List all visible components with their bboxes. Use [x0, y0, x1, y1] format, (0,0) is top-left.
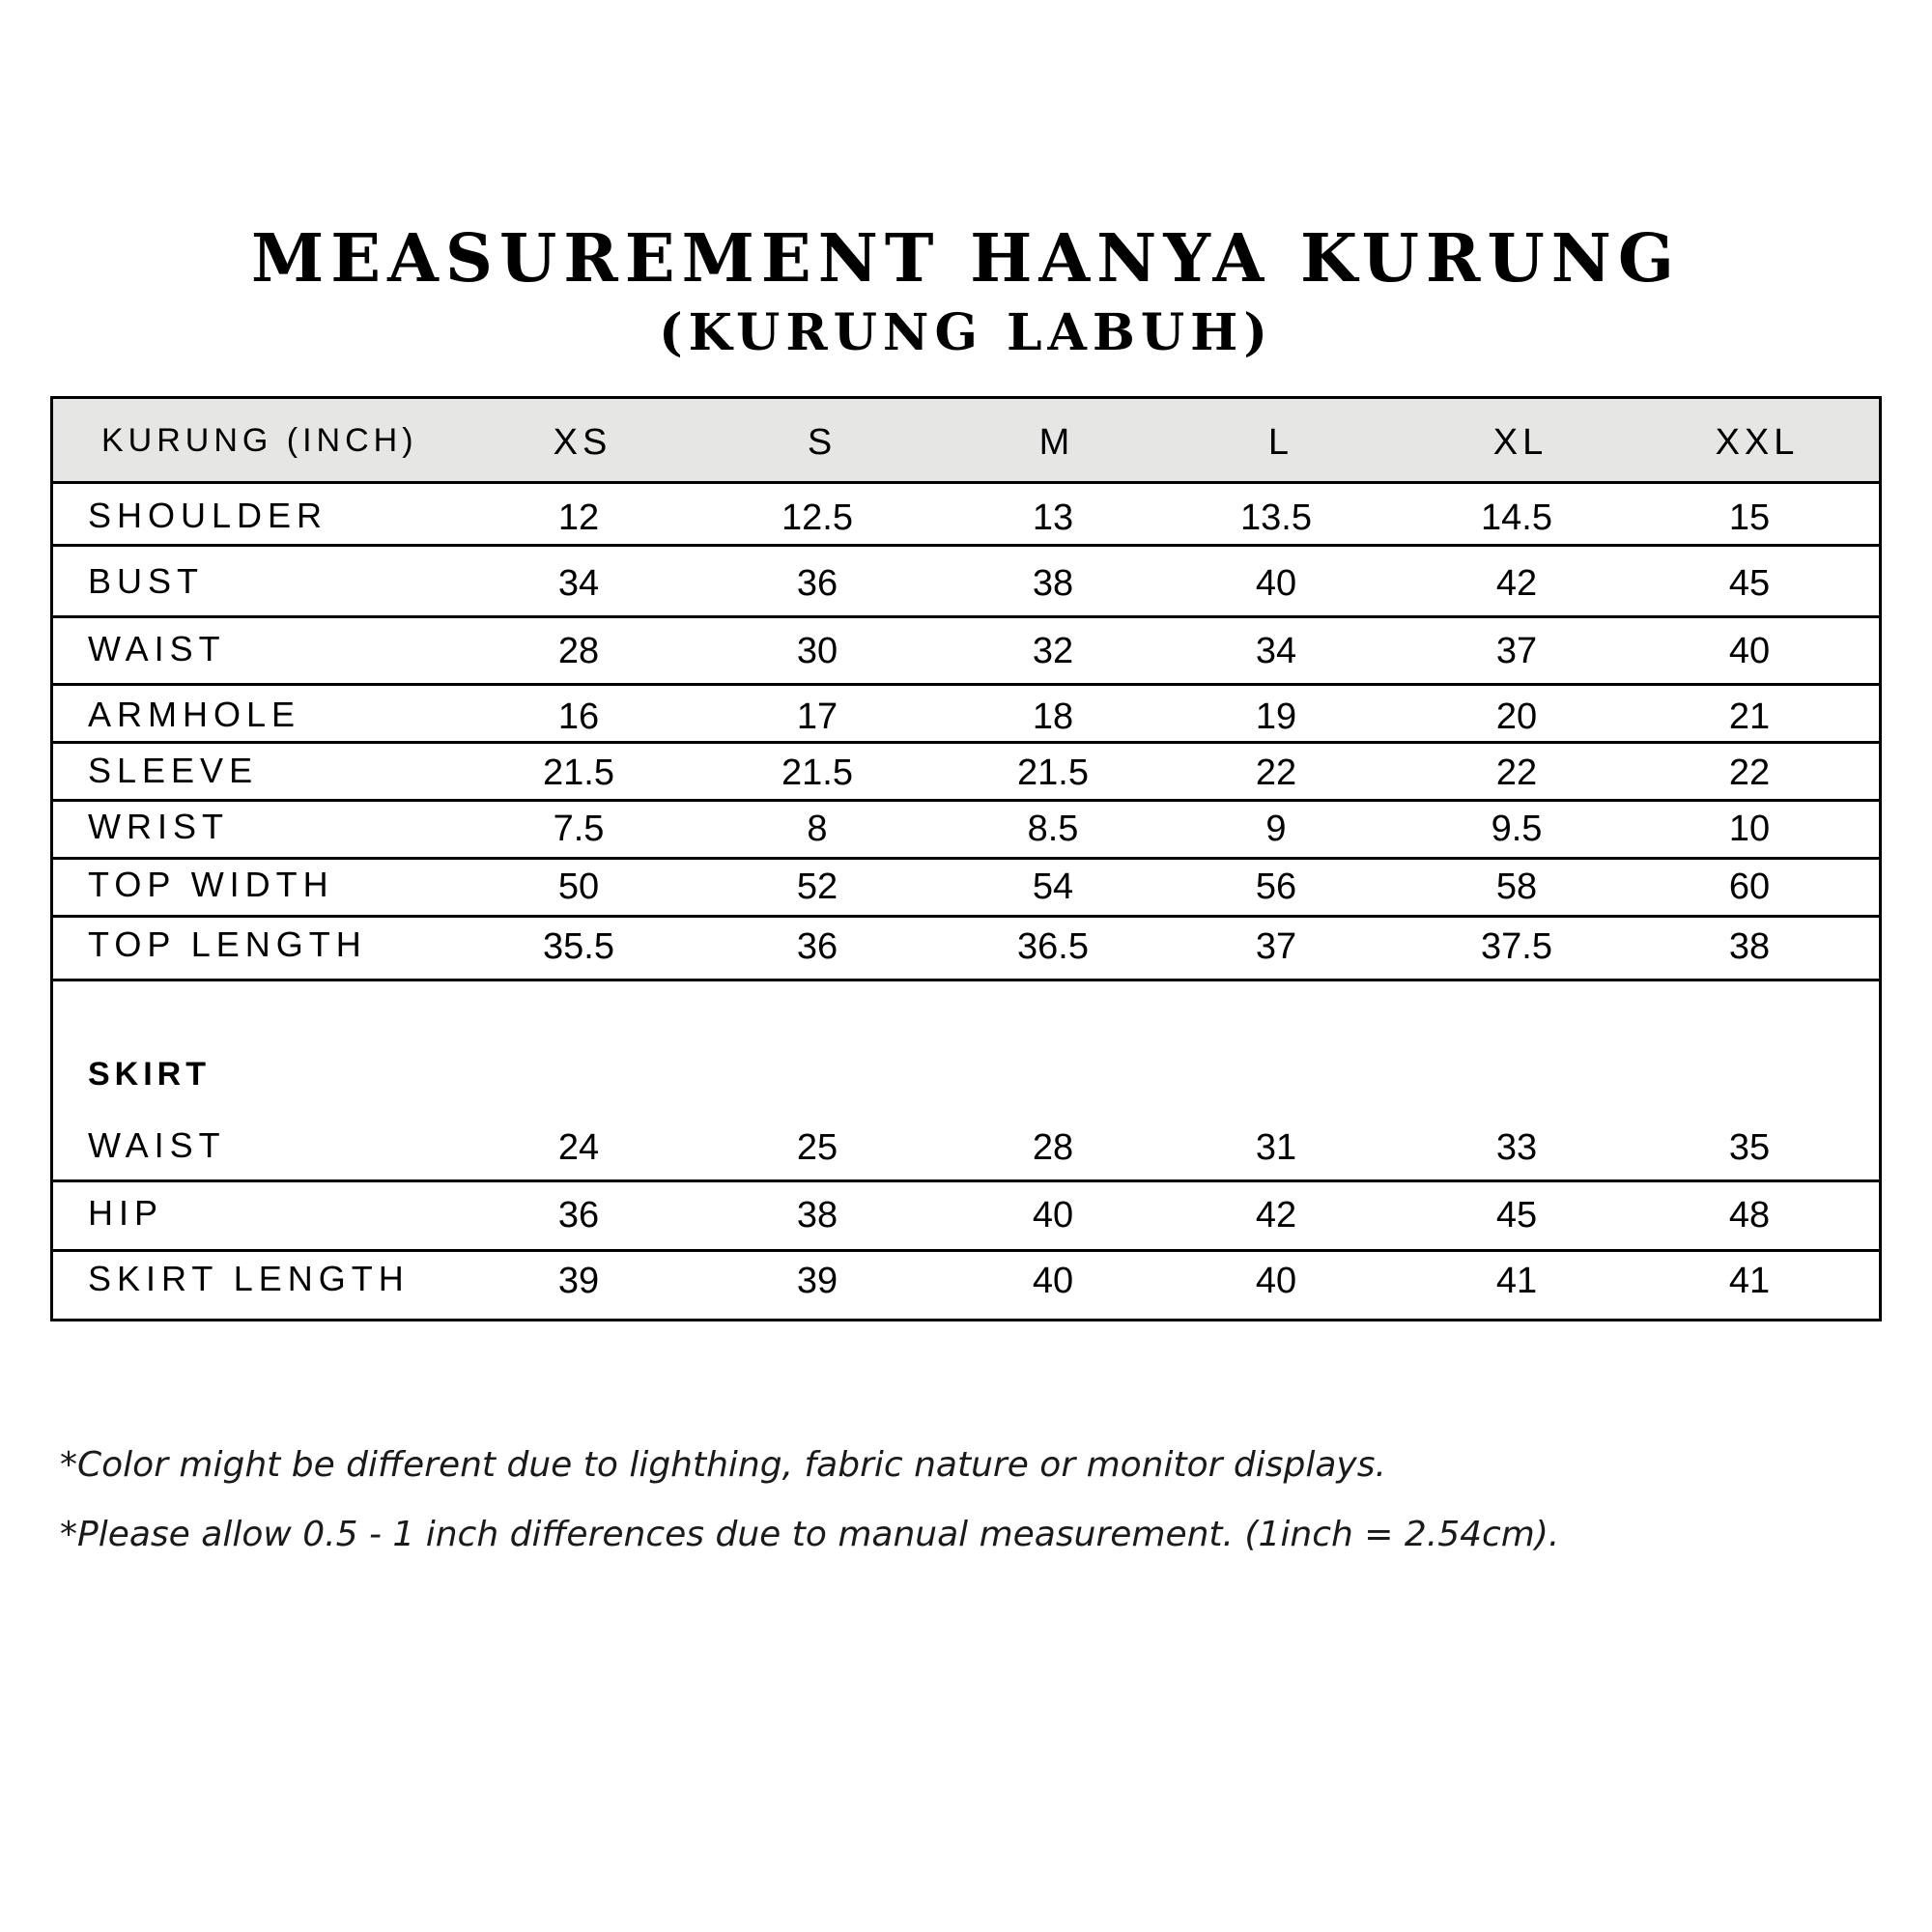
row-divider [53, 1249, 1879, 1252]
cell-value: 30 [796, 631, 838, 671]
cell-value: 38 [796, 1195, 838, 1236]
cell-value: 41 [1495, 1261, 1538, 1301]
cell-value: 40 [1032, 1195, 1074, 1236]
cell-value: 17 [796, 696, 838, 737]
cell-value: 21.5 [543, 753, 614, 793]
row-divider [53, 979, 1879, 981]
cell-value: 60 [1728, 867, 1771, 907]
cell-value: 16 [557, 696, 600, 737]
cell-value: 14.5 [1481, 497, 1552, 538]
cell-value: 33 [1495, 1127, 1538, 1168]
cell-value: 37 [1255, 926, 1297, 967]
cell-value: 58 [1495, 867, 1538, 907]
note-color: *Color might be different due to lighthing, fabric nature or monitor displays. [60, 1445, 1386, 1485]
cell-value: 52 [796, 867, 838, 907]
cell-value: 19 [1255, 696, 1297, 737]
row-divider [53, 1179, 1879, 1182]
cell-value: 31 [1255, 1127, 1297, 1168]
row-label-top-length: TOP LENGTH [88, 924, 367, 964]
cell-value: 25 [796, 1127, 838, 1168]
cell-value: 9 [1265, 809, 1287, 849]
cell-value: 9.5 [1491, 809, 1543, 849]
row-divider [53, 915, 1879, 918]
cell-value: 45 [1728, 563, 1771, 604]
header-size-xl: XL [1492, 422, 1548, 463]
cell-value: 34 [1255, 631, 1297, 671]
page-subtitle: (KURUNG LABUH) [659, 303, 1273, 362]
cell-value: 15 [1728, 497, 1771, 538]
cell-value: 32 [1032, 631, 1074, 671]
cell-value: 40 [1728, 631, 1771, 671]
header-size-m: M [1038, 422, 1075, 463]
cell-value: 35 [1728, 1127, 1771, 1168]
cell-value: 12.5 [781, 497, 853, 538]
row-divider [53, 799, 1879, 802]
header-size-l: L [1267, 422, 1294, 463]
cell-value: 22 [1728, 753, 1771, 793]
note-measurement: *Please allow 0.5 - 1 inch differences due to manual measurement. (1inch = 2.54cm). [60, 1515, 1560, 1554]
cell-value: 21 [1728, 696, 1771, 737]
cell-value: 42 [1495, 563, 1538, 604]
skirt-section-label: SKIRT [88, 1056, 211, 1093]
cell-value: 28 [1032, 1127, 1074, 1168]
row-divider [53, 615, 1879, 618]
cell-value: 8 [807, 809, 828, 849]
page-title: MEASUREMENT HANYA KURUNG [251, 220, 1681, 298]
cell-value: 28 [557, 631, 600, 671]
cell-value: 20 [1495, 696, 1538, 737]
cell-value: 36.5 [1017, 926, 1089, 967]
cell-value: 21.5 [1017, 753, 1089, 793]
cell-value: 56 [1255, 867, 1297, 907]
header-label: KURUNG (INCH) [101, 422, 418, 459]
cell-value: 36 [796, 926, 838, 967]
cell-value: 10 [1728, 809, 1771, 849]
row-label-skirt-waist: WAIST [88, 1125, 226, 1165]
cell-value: 38 [1032, 563, 1074, 604]
cell-value: 13 [1032, 497, 1074, 538]
row-label-top-width: TOP WIDTH [88, 865, 334, 904]
cell-value: 54 [1032, 867, 1074, 907]
row-label-wrist: WRIST [88, 807, 229, 846]
row-label-sleeve: SLEEVE [88, 751, 259, 790]
header-size-s: S [807, 422, 838, 463]
cell-value: 39 [557, 1261, 600, 1301]
cell-value: 35.5 [543, 926, 614, 967]
cell-value: 45 [1495, 1195, 1538, 1236]
cell-value: 7.5 [553, 809, 605, 849]
cell-value: 37 [1495, 631, 1538, 671]
row-label-bust: BUST [88, 561, 205, 601]
cell-value: 18 [1032, 696, 1074, 737]
row-label-skirt-skirt-length: SKIRT LENGTH [88, 1259, 410, 1298]
row-divider [53, 741, 1879, 744]
row-divider [53, 857, 1879, 860]
cell-value: 36 [557, 1195, 600, 1236]
cell-value: 40 [1255, 563, 1297, 604]
cell-value: 34 [557, 563, 600, 604]
cell-value: 24 [557, 1127, 600, 1168]
size-chart-table [50, 396, 1882, 1321]
cell-value: 42 [1255, 1195, 1297, 1236]
cell-value: 48 [1728, 1195, 1771, 1236]
row-label-waist: WAIST [88, 629, 226, 668]
cell-value: 12 [557, 497, 600, 538]
cell-value: 40 [1032, 1261, 1074, 1301]
row-label-shoulder: SHOULDER [88, 496, 328, 535]
header-size-xxl: XXL [1715, 422, 1800, 463]
cell-value: 39 [796, 1261, 838, 1301]
header-size-xs: XS [553, 422, 612, 463]
cell-value: 36 [796, 563, 838, 604]
cell-value: 37.5 [1481, 926, 1552, 967]
cell-value: 21.5 [781, 753, 853, 793]
cell-value: 8.5 [1027, 809, 1079, 849]
cell-value: 50 [557, 867, 600, 907]
row-divider [53, 683, 1879, 686]
table-header-row [53, 399, 1879, 484]
cell-value: 40 [1255, 1261, 1297, 1301]
row-label-skirt-hip: HIP [88, 1193, 164, 1233]
cell-value: 22 [1495, 753, 1538, 793]
cell-value: 22 [1255, 753, 1297, 793]
cell-value: 38 [1728, 926, 1771, 967]
row-divider [53, 544, 1879, 547]
row-label-armhole: ARMHOLE [88, 695, 301, 734]
cell-value: 41 [1728, 1261, 1771, 1301]
cell-value: 13.5 [1240, 497, 1312, 538]
